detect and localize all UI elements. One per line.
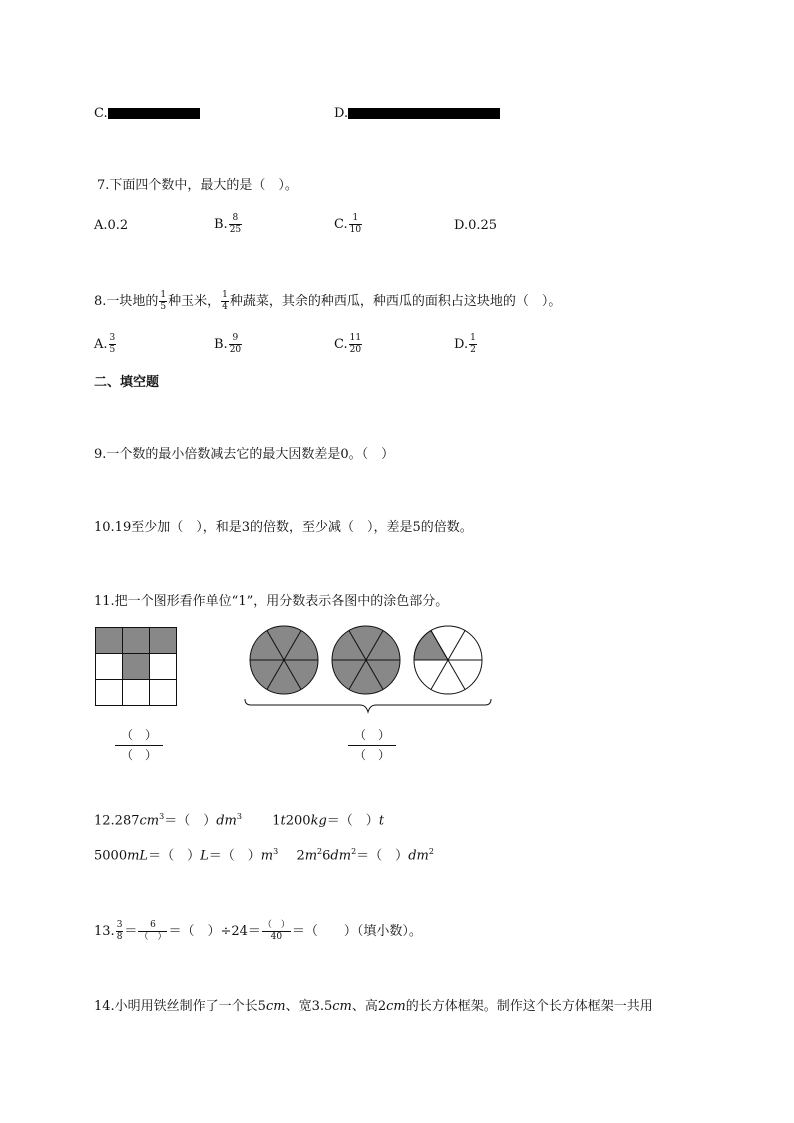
q6-option-d: D. (334, 107, 500, 120)
q12-line-1: $12.287cm^3=$（ ）$dm^3$ 1t200kg＝（ ）t (94, 812, 385, 829)
q7-option-a: A.0.2 (94, 218, 129, 233)
q7-option-c: C. $\frac{1}{10}$ (334, 213, 362, 235)
q11-stem: 11.把一个图形看作单位“1”，用分数表示各图中的涂色部分。 (94, 594, 449, 609)
q10-stem: 10.19至少加（ ），和是3的倍数，至少减（ ），差是5的倍数。 (94, 520, 473, 535)
q8-option-c: C. $\frac{11}{20}$ (334, 333, 362, 355)
redaction-bar (108, 108, 200, 119)
q14-stem: 14.小明用铁丝制作了一个长5cm、宽3.5cm、高2cm的长方体框架。制作这个长方体框架一共用 (94, 999, 653, 1014)
q11-figures (90, 622, 510, 718)
q11-answer-blank-1: （ ） （ ） (115, 729, 163, 762)
q8-option-d: D. $\frac{1}{2}$ (454, 333, 476, 355)
q6-option-c: C. (94, 107, 200, 120)
q7-option-d: D.0.25 (454, 218, 498, 233)
q8-option-b: B. $\frac{9}{20}$ (214, 333, 242, 355)
q9-stem: 9.一个数的最小倍数减去它的最大因数差是0。（ ） (94, 447, 395, 462)
q11-answer-blank-2: （ ） （ ） (348, 729, 396, 762)
grid-figure (96, 628, 177, 706)
q8-option-a: A. $\frac{3}{5}$ (94, 333, 116, 355)
q7-stem: 7.下面四个数中，最大的是（ ）。 (97, 178, 298, 193)
q13-stem: 13. $\frac{3}{8}$ ＝ $\frac{6}{( )}$ ＝（ ）÷24＝ $\frac{( )}{40}$ ＝（ ）（填小数）。 (94, 920, 422, 942)
q8-stem: 8.一块地的 $\frac{1}{5}$ 种玉米， $\frac{1}{4}$ 种蔬菜，其余的种西瓜，种西瓜的面积占这块地的（ ）。 (94, 290, 562, 312)
circle-figure-full (332, 626, 400, 694)
q7-option-b: B. $\frac{8}{25}$ (214, 213, 242, 235)
section-heading: 二、填空题 (94, 375, 160, 390)
q12-line-2: 5000mL＝（ ）L＝（ ）$m^3$ $2m^26dm^2=$（ ）$dm^2$ (94, 847, 434, 864)
circle-figure-full (250, 626, 318, 694)
circle-figure-partial (414, 626, 482, 694)
brace (245, 699, 491, 712)
redaction-bar (348, 108, 500, 119)
